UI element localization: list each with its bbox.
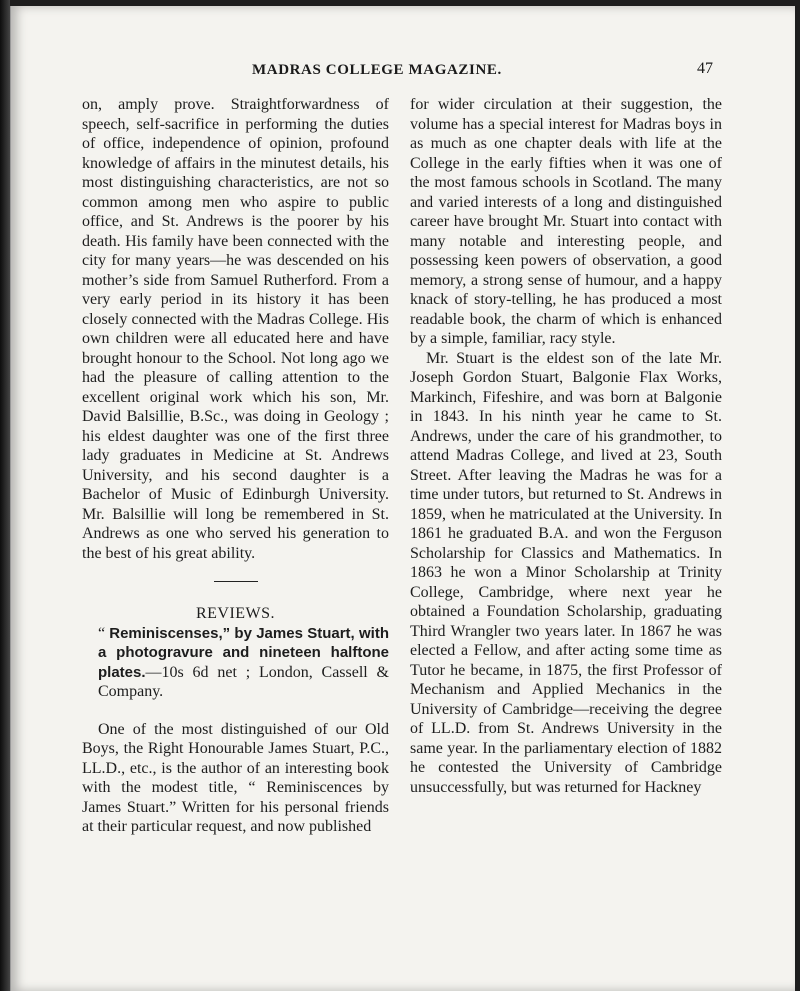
running-header-title: MADRAS COLLEGE MAGAZINE.	[252, 62, 502, 78]
left-paragraph-obituary: on, amply prove. Straightforwardness of speech, self-sacrifice in performing the duties of office, independence of opinion, profound knowledge of affairs in the minutest details, his most distinguishing characteristics, are not so common among men who aspire to public office, and St. Andrews is the poorer by his death. His family have been connected with the city for many years—he was descended on his mother’s side from Samuel Rutherford. From a very early period in its history it has been closely connected with the Madras College. His own children were all educated here and have brought honour to the School. Not long ago we had the pleasure of calling attention to the excellent original work which his son, Mr. David Balsillie, B.Sc., was doing in Geology ; his eldest daughter was one of the first three lady graduates in Medicine at St. Andrews University, and his second daughter is a Bachelor of Music of Edinburgh University. Mr. Balsillie will long be remembered in St. Andrews as one who served his generation to the best of his great ability.	[82, 96, 389, 562]
review-citation	[82, 624, 389, 702]
left-column	[82, 95, 389, 837]
right-paragraph-biography: Mr. Stuart is the eldest son of the late Mr. Joseph Gordon Stuart, Balgonie Flax Works, Markinch, Fifeshire, and was born at Balgonie in 1843. In his ninth year he came to St. Andrews, under the care of his grandmother, to attend Madras College, and lived at 23, South Street. After leaving the Madras he was for a time under tutors, but returned to St. Andrews in 1859, when he matriculated at the University. In 1861 he graduated B.A. and won the Ferguson Scholarship for Classics and Mathematics. In 1863 he won a Minor Scholarship at Trinity College, Cambridge, where next year he obtained a Foundation Scholarship, graduating Third Wrangler two years later. In 1867 he was elected a Fellow, and after acting some time as Tutor he became, in 1875, the first Professor of Mechanism and Applied Mechanics in the University of Cambridge—receiving the degree of LL.D. from St. Andrews University in the same year. In the parliamentary election of 1882 he contested the University of Cambridge unsuccessfully, but was returned for Hackney	[410, 349, 722, 796]
left-paragraph-review-intro: One of the most distinguished of our Old Boys, the Right Honourable James Stuart, P.C., LL.D., etc., is the author of an interesting book with the modest title, “ Reminiscences by James Stuart.” Written for his personal friends at their particular request, and now published	[82, 720, 389, 835]
review-publisher-info: —10s 6d net ; London, Cassell & Company.	[98, 663, 389, 700]
review-open-quote: “	[98, 624, 110, 642]
right-column	[410, 95, 722, 797]
review-book-title: Reminiscenses,” by James Stuart, with a photogravure and nineteen halftone plates.	[98, 624, 389, 681]
right-paragraph-continuation: for wider circulation at their suggestion, the volume has a special interest for Madras boys in as much as one chapter deals with life at the College in the early fifties when it was one of the most famous schools in Scotland. The many and varied interests of a long and distinguished career have brought Mr. Stuart into contact with many notable and interesting people, and possessing keen powers of observation, a good memory, a strong sense of humour, and a happy knack of story-telling, he has produced a most readable book, the charm of which is enhanced by a simple, familiar, racy style.	[410, 96, 722, 347]
reviews-heading: REVIEWS.	[195, 605, 276, 622]
page-number: 47	[697, 60, 713, 77]
section-divider	[214, 581, 258, 582]
page-binding-shadow	[0, 0, 10, 991]
